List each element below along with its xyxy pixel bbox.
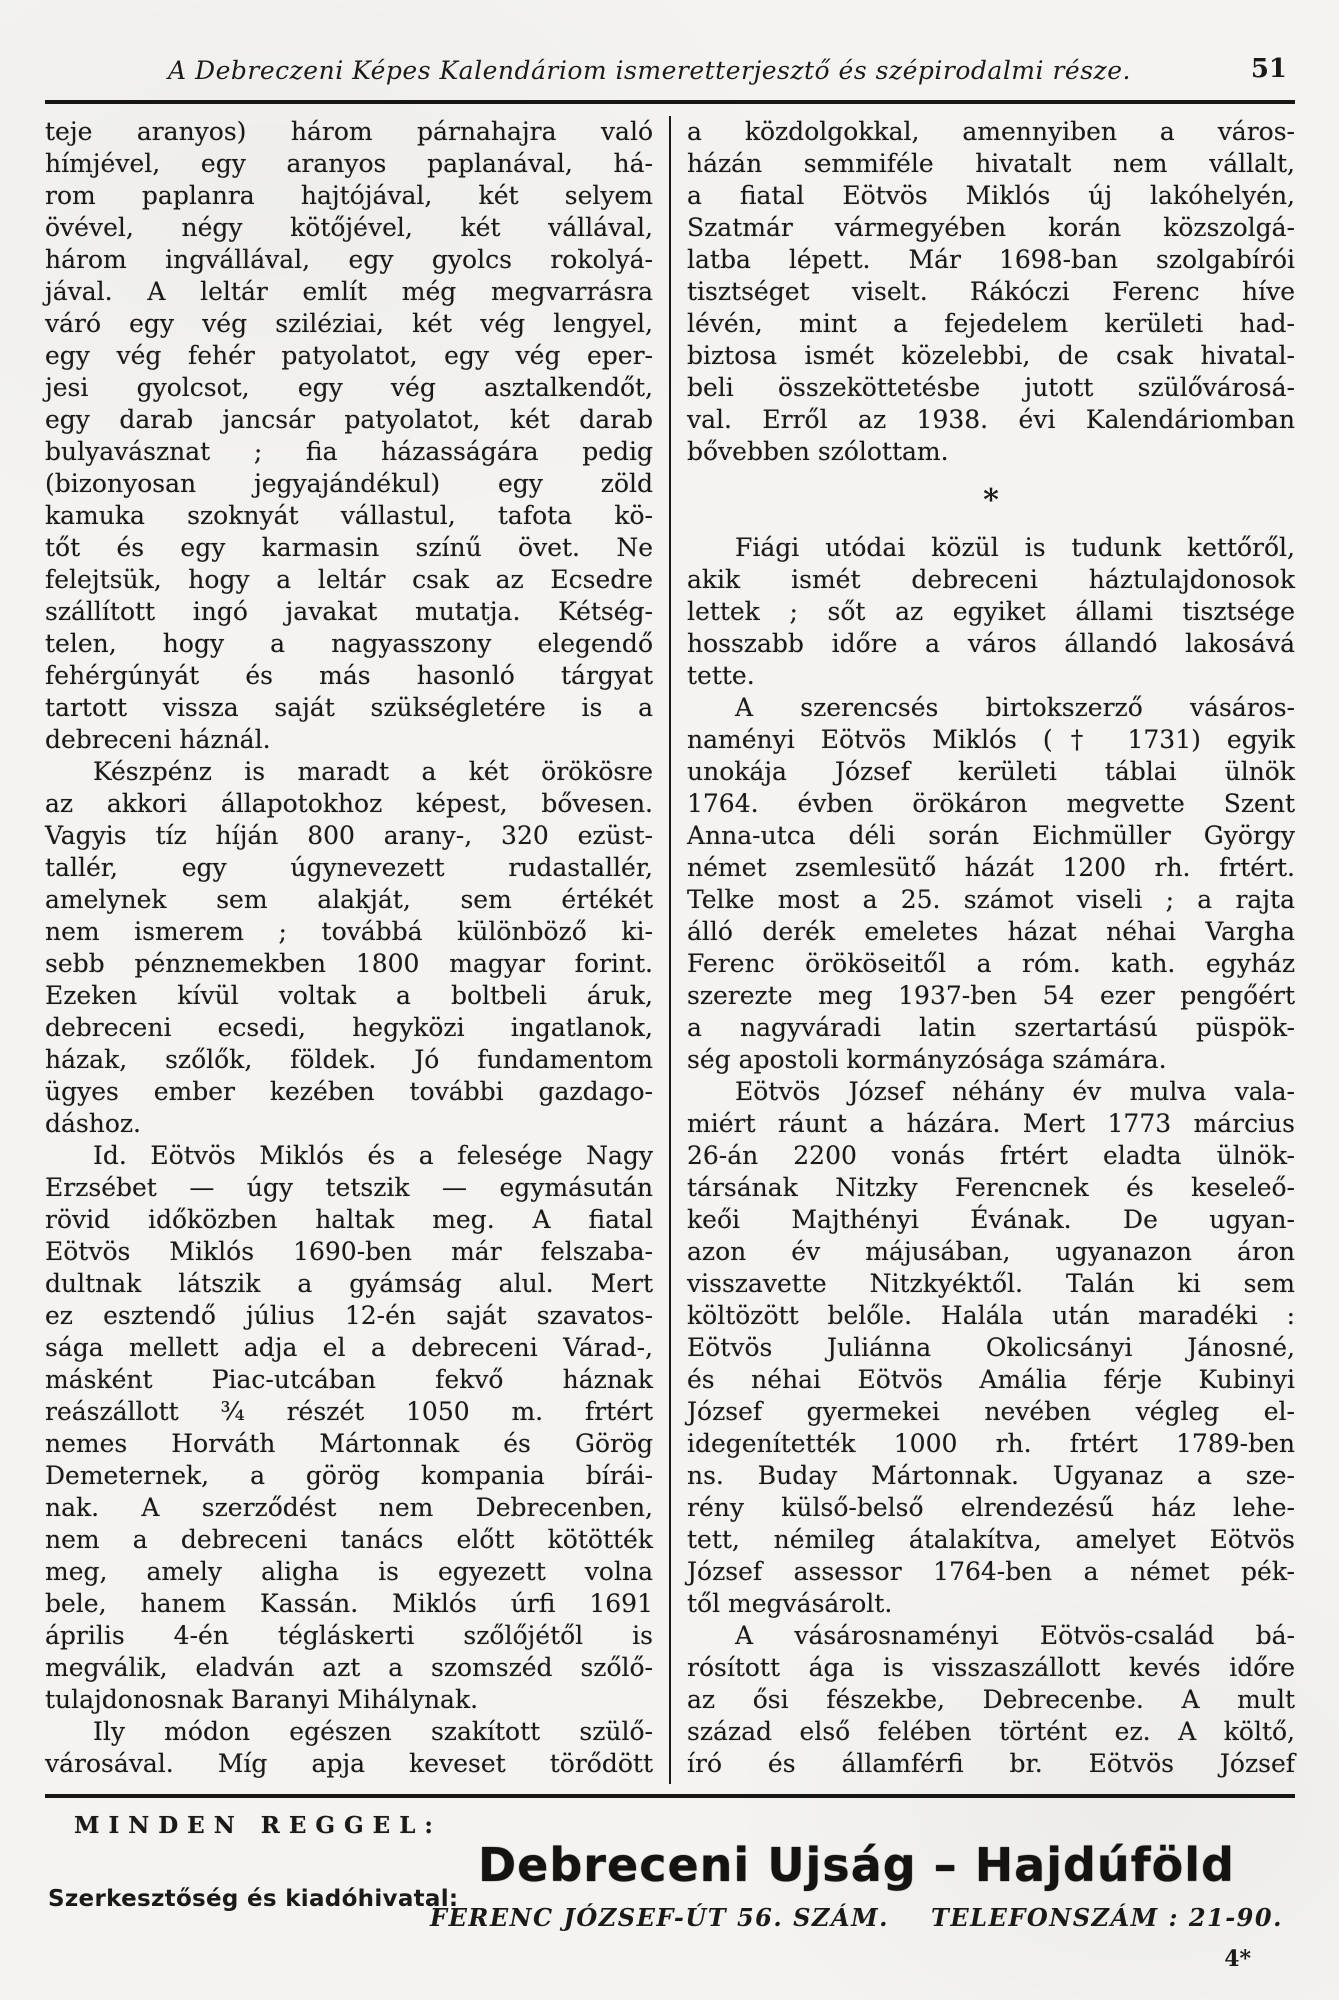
text-line: keői Majthényi Évának. De ugyan-: [687, 1205, 1295, 1234]
text-line: A szerencsés birtokszerző vásáros-: [735, 693, 1295, 722]
text-line: debreceni háznál.: [45, 725, 271, 754]
signature-mark: 4*: [1224, 1946, 1251, 1972]
text-line: Ily módon egészen szakított szülő-: [93, 1717, 653, 1746]
text-line: a közdolgokkal, amennyiben a város-: [687, 117, 1295, 146]
text-line: Eötvös József néhány év mulva vala-: [735, 1077, 1295, 1106]
ad-address: [420, 1903, 1293, 1932]
ad-address-label: Szerkesztőség és kiadóhivatal:: [48, 1886, 459, 1912]
text-line: tette.: [687, 661, 755, 690]
text-line: a fiatal Eötvös Miklós új lakóhelyén,: [687, 181, 1295, 210]
text-line: álló derék emeletes házat néhai Vargha: [687, 917, 1295, 946]
text-line: fehérgúnyát és más hasonló tárgyat: [45, 661, 653, 690]
text-line: szerezte meg 1937-ben 54 ezer pengőért: [687, 981, 1295, 1010]
text-line: debreceni ecsedi, hegyközi ingatlanok,: [45, 1013, 653, 1042]
two-column-text: [45, 116, 1295, 1786]
text-line: rósított ága is visszaszállott kevés időre: [687, 1653, 1295, 1682]
text-line: val. Erről az 1938. évi Kalendáriomban: [687, 405, 1295, 434]
text-line: 26-án 2200 vonás frtért eladta ülnök-: [687, 1141, 1295, 1170]
text-line: bővebben szólottam.: [687, 437, 949, 466]
left-column: [45, 116, 653, 1786]
text-line: amelynek sem alakját, sem értékét: [45, 885, 653, 914]
text-line: tulajdonosnak Baranyi Mihálynak.: [45, 1685, 479, 1714]
text-line: váró egy vég sziléziai, két vég lengyel,: [45, 309, 653, 338]
text-line: német zsemlesütő házát 1200 rh. frtért.: [687, 853, 1295, 882]
page-number: 51: [1250, 54, 1287, 84]
text-line: Erzsébet — úgy tetszik — egymásután: [45, 1173, 653, 1202]
text-line: idegenítették 1000 rh. frtért 1789-ben: [687, 1429, 1295, 1458]
text-line: tett, némileg átalakítva, amelyet Eötvös: [687, 1525, 1295, 1554]
text-line: unokája József kerületi táblai ülnök: [687, 757, 1295, 786]
text-line: az akkori állapotokhoz képest, bővesen.: [45, 789, 653, 818]
text-line: városával. Míg apja keveset törődött: [45, 1749, 653, 1778]
text-line: ség apostoli kormányzósága számára.: [687, 1045, 1167, 1074]
text-line: rény külső-belső elrendezésű ház lehe-: [687, 1493, 1295, 1522]
text-line: Ezeken kívül voltak a boltbeli áruk,: [45, 981, 653, 1010]
text-line: jesi gyolcsot, egy vég asztalkendőt,: [45, 373, 653, 402]
text-line: Eötvös Miklós 1690-ben már felszaba-: [45, 1237, 653, 1266]
footer-rule: [45, 1794, 1295, 1798]
text-line: ez esztendő július 12-én saját szavatos-: [45, 1301, 653, 1330]
text-line: költözött belőle. Halála után maradéki :: [687, 1301, 1295, 1330]
text-line: kamuka szoknyát vállastul, tafota kö-: [45, 501, 653, 530]
ad-address-phone: TELEFONSZÁM : 21-90.: [931, 1903, 1283, 1932]
text-line: latba lépett. Már 1698-ban szolgabírói: [687, 245, 1295, 274]
text-line: Telke most a 25. számot viseli ; a rajta: [687, 885, 1295, 914]
text-line: Eötvös Juliánna Okolicsányi Jánosné,: [687, 1333, 1295, 1362]
section-separator-asterisk: *: [983, 482, 999, 518]
text-line: nak. A szerződést nem Debrecenben,: [45, 1493, 653, 1522]
text-line: lettek ; sőt az egyiket állami tisztsége: [687, 597, 1295, 626]
text-line: házán semmiféle hivatalt nem vállalt,: [687, 149, 1295, 178]
text-line: író és államférfi br. Eötvös József: [687, 1749, 1295, 1778]
text-line: dáshoz.: [45, 1109, 142, 1138]
text-line: naményi Eötvös Miklós († 1731) egyik: [687, 725, 1295, 754]
text-line: rövid időközben haltak meg. A fiatal: [45, 1205, 653, 1234]
text-line: társának Nitzky Ferencnek és keseleő-: [687, 1173, 1295, 1202]
text-line: Fiági utódai közül is tudunk kettőről,: [735, 533, 1295, 562]
text-line: dultnak látszik a gyámság alul. Mert: [45, 1269, 653, 1298]
text-line: rom paplanra hajtójával, két selyem: [45, 181, 653, 210]
text-line: megválik, eladván azt a szomszéd szőlő-: [45, 1653, 653, 1682]
text-line: tőt és egy karmasin színű övet. Ne: [45, 533, 653, 562]
text-line: egy darab jancsár patyolatot, két darab: [45, 405, 653, 434]
text-line: Id. Eötvös Miklós és a felesége Nagy: [93, 1141, 653, 1170]
text-line: sebb pénznemekben 1800 magyar forint.: [45, 949, 653, 978]
text-line: Vagyis tíz híján 800 arany-, 320 ezüst-: [45, 821, 653, 850]
text-line: József assessor 1764-ben a német pék-: [687, 1557, 1295, 1586]
text-line: másként Piac-utcában fekvő háznak: [45, 1365, 653, 1394]
text-line: től megvásárolt.: [687, 1589, 893, 1618]
text-line: hímjével, egy aranyos paplanával, há-: [45, 149, 653, 178]
text-line: beli összeköttetésbe jutott szülővárosá-: [687, 373, 1295, 402]
text-line: Szatmár vármegyében korán közszolgá-: [687, 213, 1295, 242]
ad-kicker: MINDEN REGGEL:: [74, 1812, 442, 1839]
text-line: ügyes ember kezében további gazdago-: [45, 1077, 653, 1106]
text-line: József gyermekei nevében végleg el-: [687, 1397, 1295, 1426]
text-line: Anna-utca déli során Eichmüller György: [687, 821, 1295, 850]
text-line: egy vég fehér patyolatot, egy vég eper-: [45, 341, 653, 370]
text-line: bele, hanem Kassán. Miklós úrfi 1691: [45, 1589, 653, 1618]
ad-address-street: FERENC JÓZSEF-ÚT 56. SZÁM.: [430, 1903, 889, 1932]
text-line: század első felében történt ez. A költő,: [687, 1717, 1295, 1746]
text-line: április 4-én tégláskerti szőlőjétől is: [45, 1621, 653, 1650]
text-line: biztosa ismét közelebbi, de csak hivatal-: [687, 341, 1295, 370]
text-line: azon év májusában, ugyanazon áron: [687, 1237, 1295, 1266]
text-line: 1764. évben örökáron megvette Szent: [687, 789, 1295, 818]
text-line: övével, négy kötőjével, két vállával,: [45, 213, 653, 242]
text-line: nem ismerem ; továbbá különböző ki-: [45, 917, 653, 946]
text-line: házak, szőlők, földek. Jó fundamentom: [45, 1045, 653, 1074]
text-line: visszavette Nitzkyéktől. Talán ki sem: [687, 1269, 1295, 1298]
text-line: Ferenc örököseitől a róm. kath. egyház: [687, 949, 1295, 978]
text-line: A vásárosnaményi Eötvös-család bá-: [735, 1621, 1295, 1650]
text-line: tallér, egy úgynevezett rudastallér,: [45, 853, 653, 882]
text-line: (bizonyosan jegyajándékul) egy zöld: [45, 469, 653, 498]
text-line: Készpénz is maradt a két örökösre: [93, 757, 653, 786]
text-line: ns. Buday Mártonnak. Ugyanaz a sze-: [687, 1461, 1295, 1490]
column-divider: [669, 116, 671, 1784]
text-line: felejtsük, hogy a leltár csak az Ecsedre: [45, 565, 653, 594]
ad-headline: Debreceni Ujság – Hajdúföld: [478, 1838, 1235, 1892]
text-line: hosszabb időre a város állandó lakosává: [687, 629, 1295, 658]
text-line: tartott vissza saját szükségletére is a: [45, 693, 653, 722]
text-line: nemes Horváth Mártonnak és Görög: [45, 1429, 653, 1458]
text-line: és néhai Eötvös Amália férje Kubinyi: [687, 1365, 1295, 1394]
text-line: meg, amely aligha is egyezett volna: [45, 1557, 653, 1586]
text-line: bulyavásznat ; fia házasságára pedig: [45, 437, 653, 466]
text-line: az ősi fészekbe, Debrecenbe. A mult: [687, 1685, 1295, 1714]
text-line: jával. A leltár említ még megvarrásra: [45, 277, 653, 306]
text-line: szállított ingó javakat mutatja. Kétség-: [45, 597, 653, 626]
text-line: Demeternek, a görög kompania bírái-: [45, 1461, 653, 1490]
text-line: telen, hogy a nagyasszony elegendő: [45, 629, 653, 658]
text-line: akik ismét debreceni háztulajdonosok: [687, 565, 1295, 594]
text-line: reászállott ¾ részét 1050 m. frtért: [45, 1397, 653, 1426]
header-rule: [45, 100, 1295, 104]
text-line: miért ráunt a házára. Mert 1773 március: [687, 1109, 1295, 1138]
text-line: tisztséget viselt. Rákóczi Ferenc híve: [687, 277, 1295, 306]
running-title: A Debreczeni Képes Kalendáriom ismeretterjesztő és szépirodalmi része.: [168, 56, 1131, 85]
text-line: lévén, mint a fejedelem kerületi had-: [687, 309, 1295, 338]
right-column: [687, 116, 1295, 1786]
text-line: teje aranyos) három párnahajra való: [45, 117, 653, 146]
text-line: sága mellett adja el a debreceni Várad-,: [45, 1333, 653, 1362]
text-line: nem a debreceni tanács előtt kötötték: [45, 1525, 653, 1554]
text-line: három ingvállával, egy gyolcs rokolyá-: [45, 245, 653, 274]
text-line: a nagyváradi latin szertartású püspök-: [687, 1013, 1295, 1042]
